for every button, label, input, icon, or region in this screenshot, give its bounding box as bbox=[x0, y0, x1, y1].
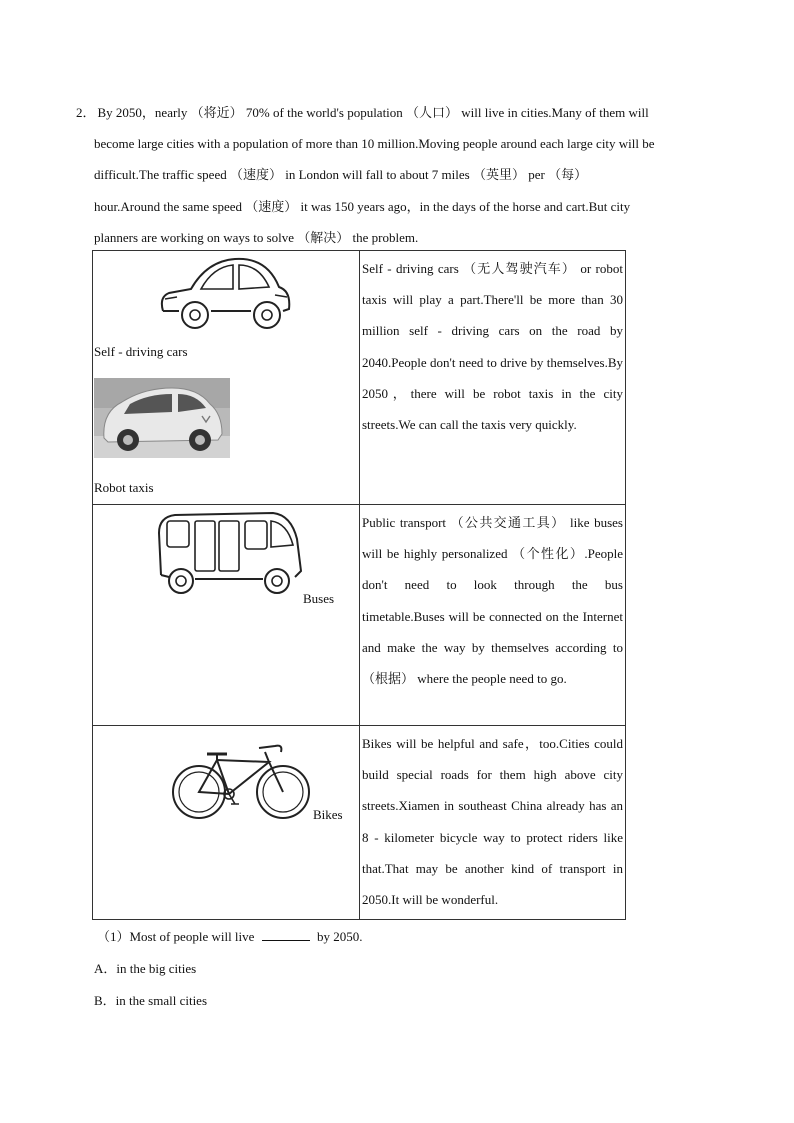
robot-taxi-photo-icon bbox=[94, 378, 230, 458]
passage-line-1: 2． By 2050，nearly （将近） 70% of the world's population （人口） will live in cities.Many of them will bbox=[76, 105, 649, 120]
table-row bbox=[93, 505, 626, 726]
caption-self-driving-cars: Self - driving cars bbox=[94, 344, 188, 359]
image-cell bbox=[93, 726, 360, 920]
car-drawing-icon bbox=[155, 253, 295, 335]
text-cell-bikes: Bikes will be helpful and safe，too.Cities could build special roads for them high above city streets.Xiamen in southeast China already has an 8 - kilometer bicycle way to protect riders like that.That may be another kind of transport in 2050.It will be wonderful. bbox=[360, 726, 626, 920]
bus-drawing-icon bbox=[155, 509, 303, 597]
answer-blank[interactable] bbox=[262, 928, 310, 941]
passage-line-5: planners are working on ways to solve （解决） the problem. bbox=[94, 229, 419, 245]
image-cell bbox=[93, 505, 360, 726]
question-prefix: （1）Most of people will live bbox=[97, 929, 255, 944]
caption-buses: Buses bbox=[303, 591, 335, 606]
table-row bbox=[93, 251, 626, 505]
transport-table bbox=[92, 250, 626, 920]
image-cell bbox=[93, 251, 360, 505]
caption-bikes: Bikes bbox=[313, 807, 343, 822]
question-suffix: by 2050. bbox=[316, 929, 363, 944]
option-b[interactable]: B．in the small cities bbox=[94, 993, 208, 1008]
passage-line-3: difficult.The traffic speed （速度） in London will fall to about 7 miles （英里） per （每） bbox=[94, 167, 588, 183]
passage bbox=[76, 97, 720, 253]
bicycle-drawing-icon bbox=[169, 736, 315, 820]
text-cell-buses: Public transport （公共交通工具） like buses will be highly personalized （个性化）.People don't need to look through the bus timetable.Buses will be connected on the Internet and make the way by themselves according to （根据） where the people need to go. bbox=[360, 505, 626, 726]
table-row bbox=[93, 726, 626, 920]
text-cell-self-driving: Self - driving cars （无人驾驶汽车） or robot taxis will play a part.There'll be more than 30 million self - driving cars on the road by 2040.People don't need to drive by themselves.By 2050，there will be robot taxis in the city streets.We can call the taxis very quickly. bbox=[360, 251, 626, 505]
passage-line-4: hour.Around the same speed （速度） it was 150 years ago，in the days of the horse and cart.But city bbox=[94, 198, 631, 214]
passage-line-2: become large cities with a population of more than 10 million.Moving people around each large city will be bbox=[94, 136, 655, 152]
caption-robot-taxis: Robot taxis bbox=[94, 480, 154, 495]
question-number: 2． bbox=[76, 105, 96, 120]
question-1 bbox=[97, 926, 362, 945]
option-a[interactable]: A．in the big cities bbox=[94, 961, 197, 976]
